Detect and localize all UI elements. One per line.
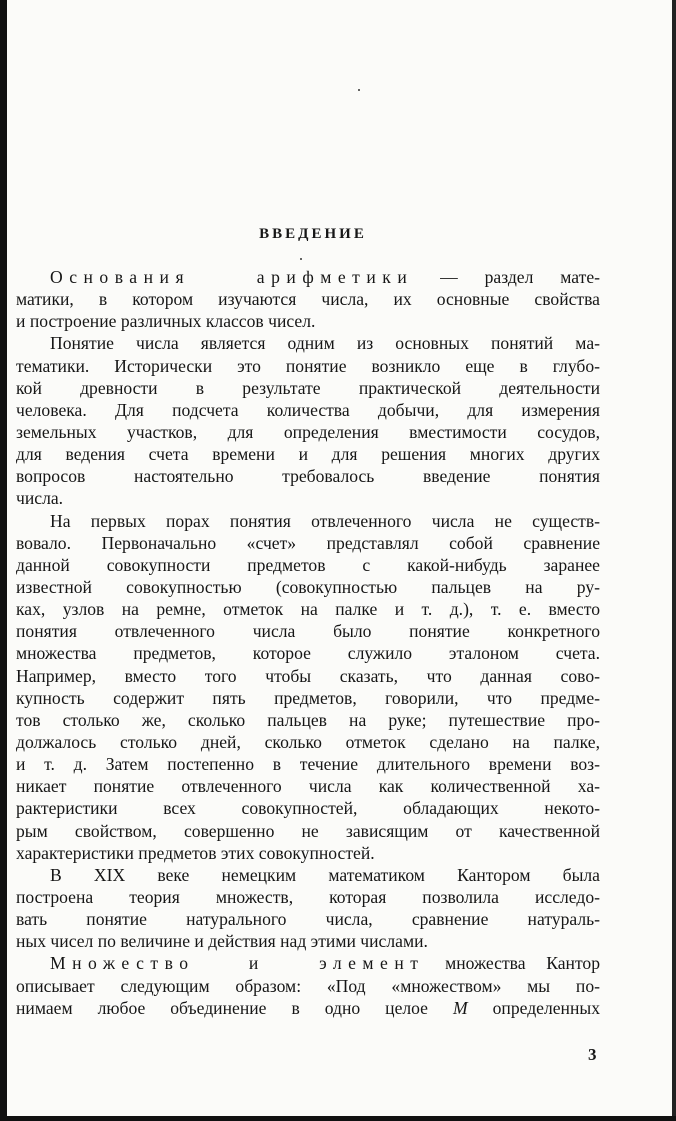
- text-line: данной совокупности предметов с какой-нибудь заранее: [16, 554, 600, 575]
- text-line: тов столько же, сколько пальцев на руке; путешествие про-: [16, 709, 600, 730]
- chapter-heading: ВВЕДЕНИЕ: [259, 226, 367, 242]
- text-line: рым свойством, совершенно не зависящим от качественной: [16, 820, 600, 841]
- text-line: для ведения счета времени и для решения многих других: [16, 444, 600, 465]
- text-line: На первых порах понятия отвлеченного числа не существ-: [50, 510, 600, 531]
- emphasis-term: Основания арифметики: [50, 267, 414, 287]
- text-line: земельных участков, для определения вместимости сосудов,: [16, 421, 600, 442]
- text-line: и построение различных классов чисел.: [16, 311, 316, 332]
- speck: [358, 89, 360, 91]
- text-line: нимаем любое объединение в одно целое M определенных: [16, 997, 600, 1018]
- text-line: вать понятие натурального числа, сравнение натураль-: [16, 909, 600, 930]
- speck: [300, 258, 302, 260]
- text-line: характеристики предметов этих совокупностей.: [16, 842, 375, 863]
- text-line: тематики. Исторически это понятие возникло еще в глубо-: [16, 355, 600, 376]
- text-line: описывает следующим образом: «Под «множеством» мы по-: [16, 975, 600, 996]
- scan-edge-bottom: [0, 1116, 676, 1121]
- text-line: Основания арифметики — раздел мате-: [50, 267, 601, 287]
- text-line: матики, в котором изучаются числа, их основные свойства: [16, 289, 600, 310]
- scan-edge-right: [672, 0, 676, 1121]
- text-line: числа.: [16, 488, 64, 509]
- text-line: множества предметов, которое служило эталоном счета.: [16, 643, 600, 664]
- text-line: ках, узлов на ремне, отметок на палке и т. д.), т. е. вместо: [16, 599, 600, 620]
- text-line: должалось столько дней, сколько отметок сделано на палке,: [16, 731, 600, 752]
- text-line: купность содержит пять предметов, говорили, что предме-: [16, 687, 600, 708]
- text-line: В XIX веке немецким математиком Кантором была: [50, 864, 600, 885]
- text-line: вовало. Первоначально «счет» представлял собой сравнение: [16, 532, 600, 553]
- emphasis-term: Множество и элемент: [50, 953, 425, 974]
- text-line: вопросов настоятельно требовалось введение понятия: [16, 466, 600, 487]
- text-line: Например, вместо того чтобы сказать, что данная сово-: [16, 665, 600, 686]
- text-line: Понятие числа является одним из основных понятий ма-: [50, 333, 600, 354]
- text-line: ных чисел по величине и действия над этими числами.: [16, 931, 428, 952]
- text-line: человека. Для подсчета количества добычи, для измерения: [16, 399, 600, 420]
- page-number: 3: [588, 1045, 597, 1064]
- body-text: [16, 266, 600, 1019]
- text-line: построена теория множеств, которая позволила исследо-: [16, 886, 600, 907]
- text-line: понятия отвлеченного числа было понятие конкретного: [16, 621, 600, 642]
- text-line: известной совокупностью (совокупностью пальцев на ру-: [16, 576, 600, 597]
- text-line: кой древности в результате практической деятельности: [16, 377, 600, 398]
- scan-edge-left: [0, 0, 7, 1121]
- text-line: и т. д. Затем постепенно в течение длительного времени воз-: [16, 754, 600, 775]
- text-line: Множество и элемент множества Кантор: [50, 953, 600, 974]
- text-line: рактеристики всех совокупностей, обладающих некото-: [16, 798, 600, 819]
- text-line: никает понятие отвлеченного числа как количественной ха-: [16, 776, 600, 797]
